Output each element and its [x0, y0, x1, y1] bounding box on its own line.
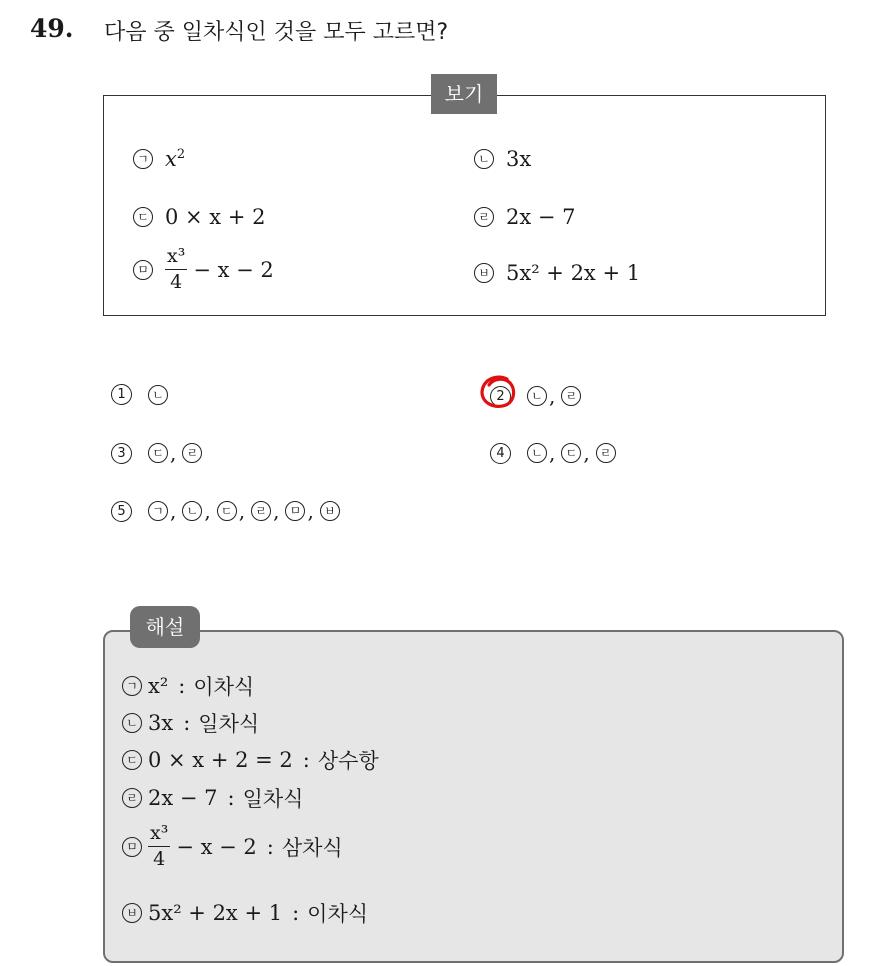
- solution-mark: ㅂ: [122, 903, 142, 923]
- option-mark: ㅂ: [474, 263, 494, 283]
- option-mieum: [133, 247, 274, 292]
- colon: :: [266, 834, 274, 859]
- colon: :: [183, 711, 191, 735]
- solution-result: 이차식: [307, 902, 369, 926]
- choice-mark: ㄴ: [527, 443, 547, 463]
- solution-result: 삼차식: [281, 835, 343, 860]
- solution-expr: 3x: [148, 711, 174, 735]
- solution-line: [122, 708, 259, 738]
- option-rieul: [474, 205, 576, 229]
- choice-number: 3: [111, 443, 132, 464]
- comma: ,: [307, 499, 314, 523]
- solution-result: 상수항: [317, 749, 379, 773]
- option-mark: ㄴ: [474, 149, 494, 169]
- choice-mark: ㄷ: [148, 443, 168, 463]
- comma: ,: [170, 499, 177, 523]
- option-expr: 3x: [506, 147, 532, 171]
- solution-result: 이차식: [193, 675, 255, 699]
- choice-mark: ㄴ: [527, 386, 547, 406]
- comma: ,: [549, 441, 556, 465]
- option-expr: − x − 2: [193, 257, 274, 282]
- choice-mark: ㄹ: [251, 501, 271, 521]
- option-expr: 5x² + 2x + 1: [506, 261, 641, 285]
- comma: ,: [273, 499, 280, 523]
- colon: :: [302, 748, 310, 772]
- selected-answer-circle-mark: [479, 373, 519, 411]
- answer-choice-3[interactable]: [111, 441, 202, 465]
- question-number: 49.: [30, 14, 74, 43]
- solution-expr: 0 × x + 2 = 2: [148, 748, 293, 772]
- comma: ,: [170, 441, 177, 465]
- option-mark: ㄷ: [133, 207, 153, 227]
- choice-mark: ㄷ: [217, 501, 237, 521]
- solution-line: [122, 898, 368, 928]
- solution-line: [122, 824, 343, 869]
- choice-number: 4: [490, 443, 511, 464]
- choice-mark: ㄴ: [148, 385, 168, 405]
- solution-expr: 2x − 7: [148, 786, 218, 810]
- choice-mark: ㄹ: [596, 443, 616, 463]
- option-expr: 0 × x + 2: [165, 205, 266, 229]
- solution-mark: ㅁ: [122, 837, 142, 857]
- fraction-denominator: 4: [170, 271, 183, 293]
- solution-line: [122, 783, 303, 813]
- choice-number: 5: [111, 501, 132, 522]
- solution-line: [122, 745, 379, 775]
- option-sup: 2: [176, 147, 186, 162]
- option-mark: ㄹ: [474, 207, 494, 227]
- solution-line: [122, 671, 254, 701]
- option-digeut: [133, 205, 265, 229]
- option-nieun: [474, 147, 531, 171]
- choice-number: 2: [490, 386, 511, 407]
- choice-mark: ㅂ: [320, 501, 340, 521]
- comma: ,: [583, 441, 590, 465]
- solution-result: 일차식: [198, 712, 260, 736]
- solution-mark: ㄷ: [122, 750, 142, 770]
- fraction-numerator: x³: [148, 824, 170, 847]
- solution-expr: − x − 2: [176, 834, 257, 859]
- comma: ,: [204, 499, 211, 523]
- solution-fraction: [148, 824, 170, 869]
- solution-result: 일차식: [242, 787, 304, 811]
- solution-mark: ㄴ: [122, 713, 142, 733]
- answer-choice-4[interactable]: [490, 441, 616, 465]
- choice-mark: ㅁ: [285, 501, 305, 521]
- choice-mark: ㄱ: [148, 501, 168, 521]
- question-text: 다음 중 일차식인 것을 모두 고르면?: [104, 20, 449, 45]
- choice-number: 1: [111, 384, 132, 405]
- option-expr: [165, 147, 185, 171]
- colon: :: [178, 674, 186, 698]
- choice-mark: ㄴ: [182, 501, 202, 521]
- solution-label: 해설: [130, 606, 200, 648]
- answer-choice-1[interactable]: [111, 384, 168, 405]
- choice-mark: ㄹ: [182, 443, 202, 463]
- fraction-numerator: x³: [165, 247, 187, 270]
- solution-expr: 5x² + 2x + 1: [148, 901, 283, 925]
- option-mark: ㄱ: [133, 149, 153, 169]
- fraction-denominator: 4: [153, 848, 166, 870]
- choice-mark: ㄷ: [561, 443, 581, 463]
- answer-choice-5[interactable]: [111, 499, 340, 523]
- option-expr: 2x − 7: [506, 205, 576, 229]
- solution-mark: ㄹ: [122, 788, 142, 808]
- option-bieup: [474, 261, 640, 285]
- option-mark: ㅁ: [133, 260, 153, 280]
- comma: ,: [549, 384, 556, 408]
- option-giyeok: [133, 147, 185, 171]
- example-box-label: 보기: [431, 74, 497, 114]
- option-fraction: [165, 247, 187, 292]
- solution-mark: ㄱ: [122, 676, 142, 696]
- choice-mark: ㄹ: [561, 386, 581, 406]
- solution-expr: x²: [148, 674, 169, 698]
- option-base: x: [165, 147, 177, 171]
- colon: :: [227, 786, 235, 810]
- comma: ,: [238, 499, 246, 523]
- colon: :: [292, 901, 300, 925]
